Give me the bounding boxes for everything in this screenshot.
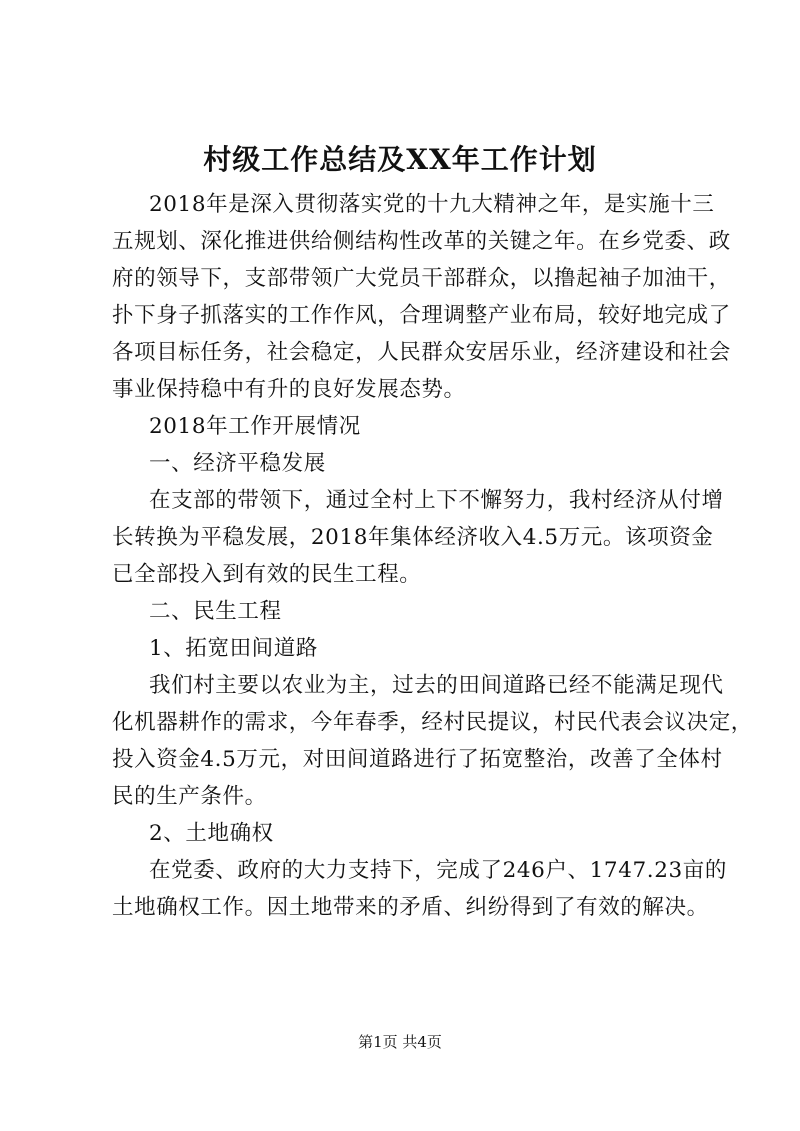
document-body (112, 186, 753, 926)
paragraph-line: 我们村主要以农业为主，过去的田间道路已经不能满足现代 (149, 673, 724, 698)
section-heading: 二、民生工程 (149, 599, 282, 624)
paragraph-line: 扑下身子抓落实的工作作风，合理调整产业布局，较好地完成了 (112, 303, 731, 328)
section-heading: 一、经济平稳发展 (149, 451, 326, 476)
paragraph-line: 投入资金4.5万元，对田间道路进行了拓宽整治，改善了全体村 (112, 747, 723, 772)
section-heading: 2018年工作开展情况 (149, 414, 361, 439)
subsection-heading: 1、拓宽田间道路 (149, 636, 318, 661)
paragraph-line: 各项目标任务，社会稳定，人民群众安居乐业，经济建设和社会 (112, 340, 731, 365)
paragraph-line: 事业保持稳中有升的良好发展态势。 (112, 377, 466, 402)
paragraph-line: 长转换为平稳发展，2018年集体经济收入4.5万元。该项资金 (112, 525, 714, 550)
page-number-footer: 第1页 共4页 (358, 1033, 442, 1051)
subsection-heading: 2、土地确权 (149, 821, 274, 846)
paragraph-line: 在党委、政府的大力支持下，完成了246户、1747.23亩的 (149, 858, 727, 883)
paragraph-line: 化机器耕作的需求，今年春季，经村民提议，村民代表会议决定， (112, 710, 753, 735)
paragraph-line: 五规划、深化推进供给侧结构性改革的关键之年。在乡党委、政 (112, 229, 731, 254)
paragraph-line: 民的生产条件。 (112, 784, 267, 809)
document-title: 村级工作总结及XX年工作计划 (203, 143, 597, 176)
paragraph-line: 府的领导下，支部带领广大党员干部群众，以撸起袖子加油干， (112, 266, 731, 291)
paragraph-line: 2018年是深入贯彻落实党的十九大精神之年，是实施十三 (149, 192, 715, 217)
paragraph-line: 土地确权工作。因土地带来的矛盾、纠纷得到了有效的解决。 (112, 895, 709, 920)
paragraph-line: 在支部的带领下，通过全村上下不懈努力，我村经济从付增 (149, 488, 724, 513)
paragraph-line: 已全部投入到有效的民生工程。 (112, 562, 422, 587)
